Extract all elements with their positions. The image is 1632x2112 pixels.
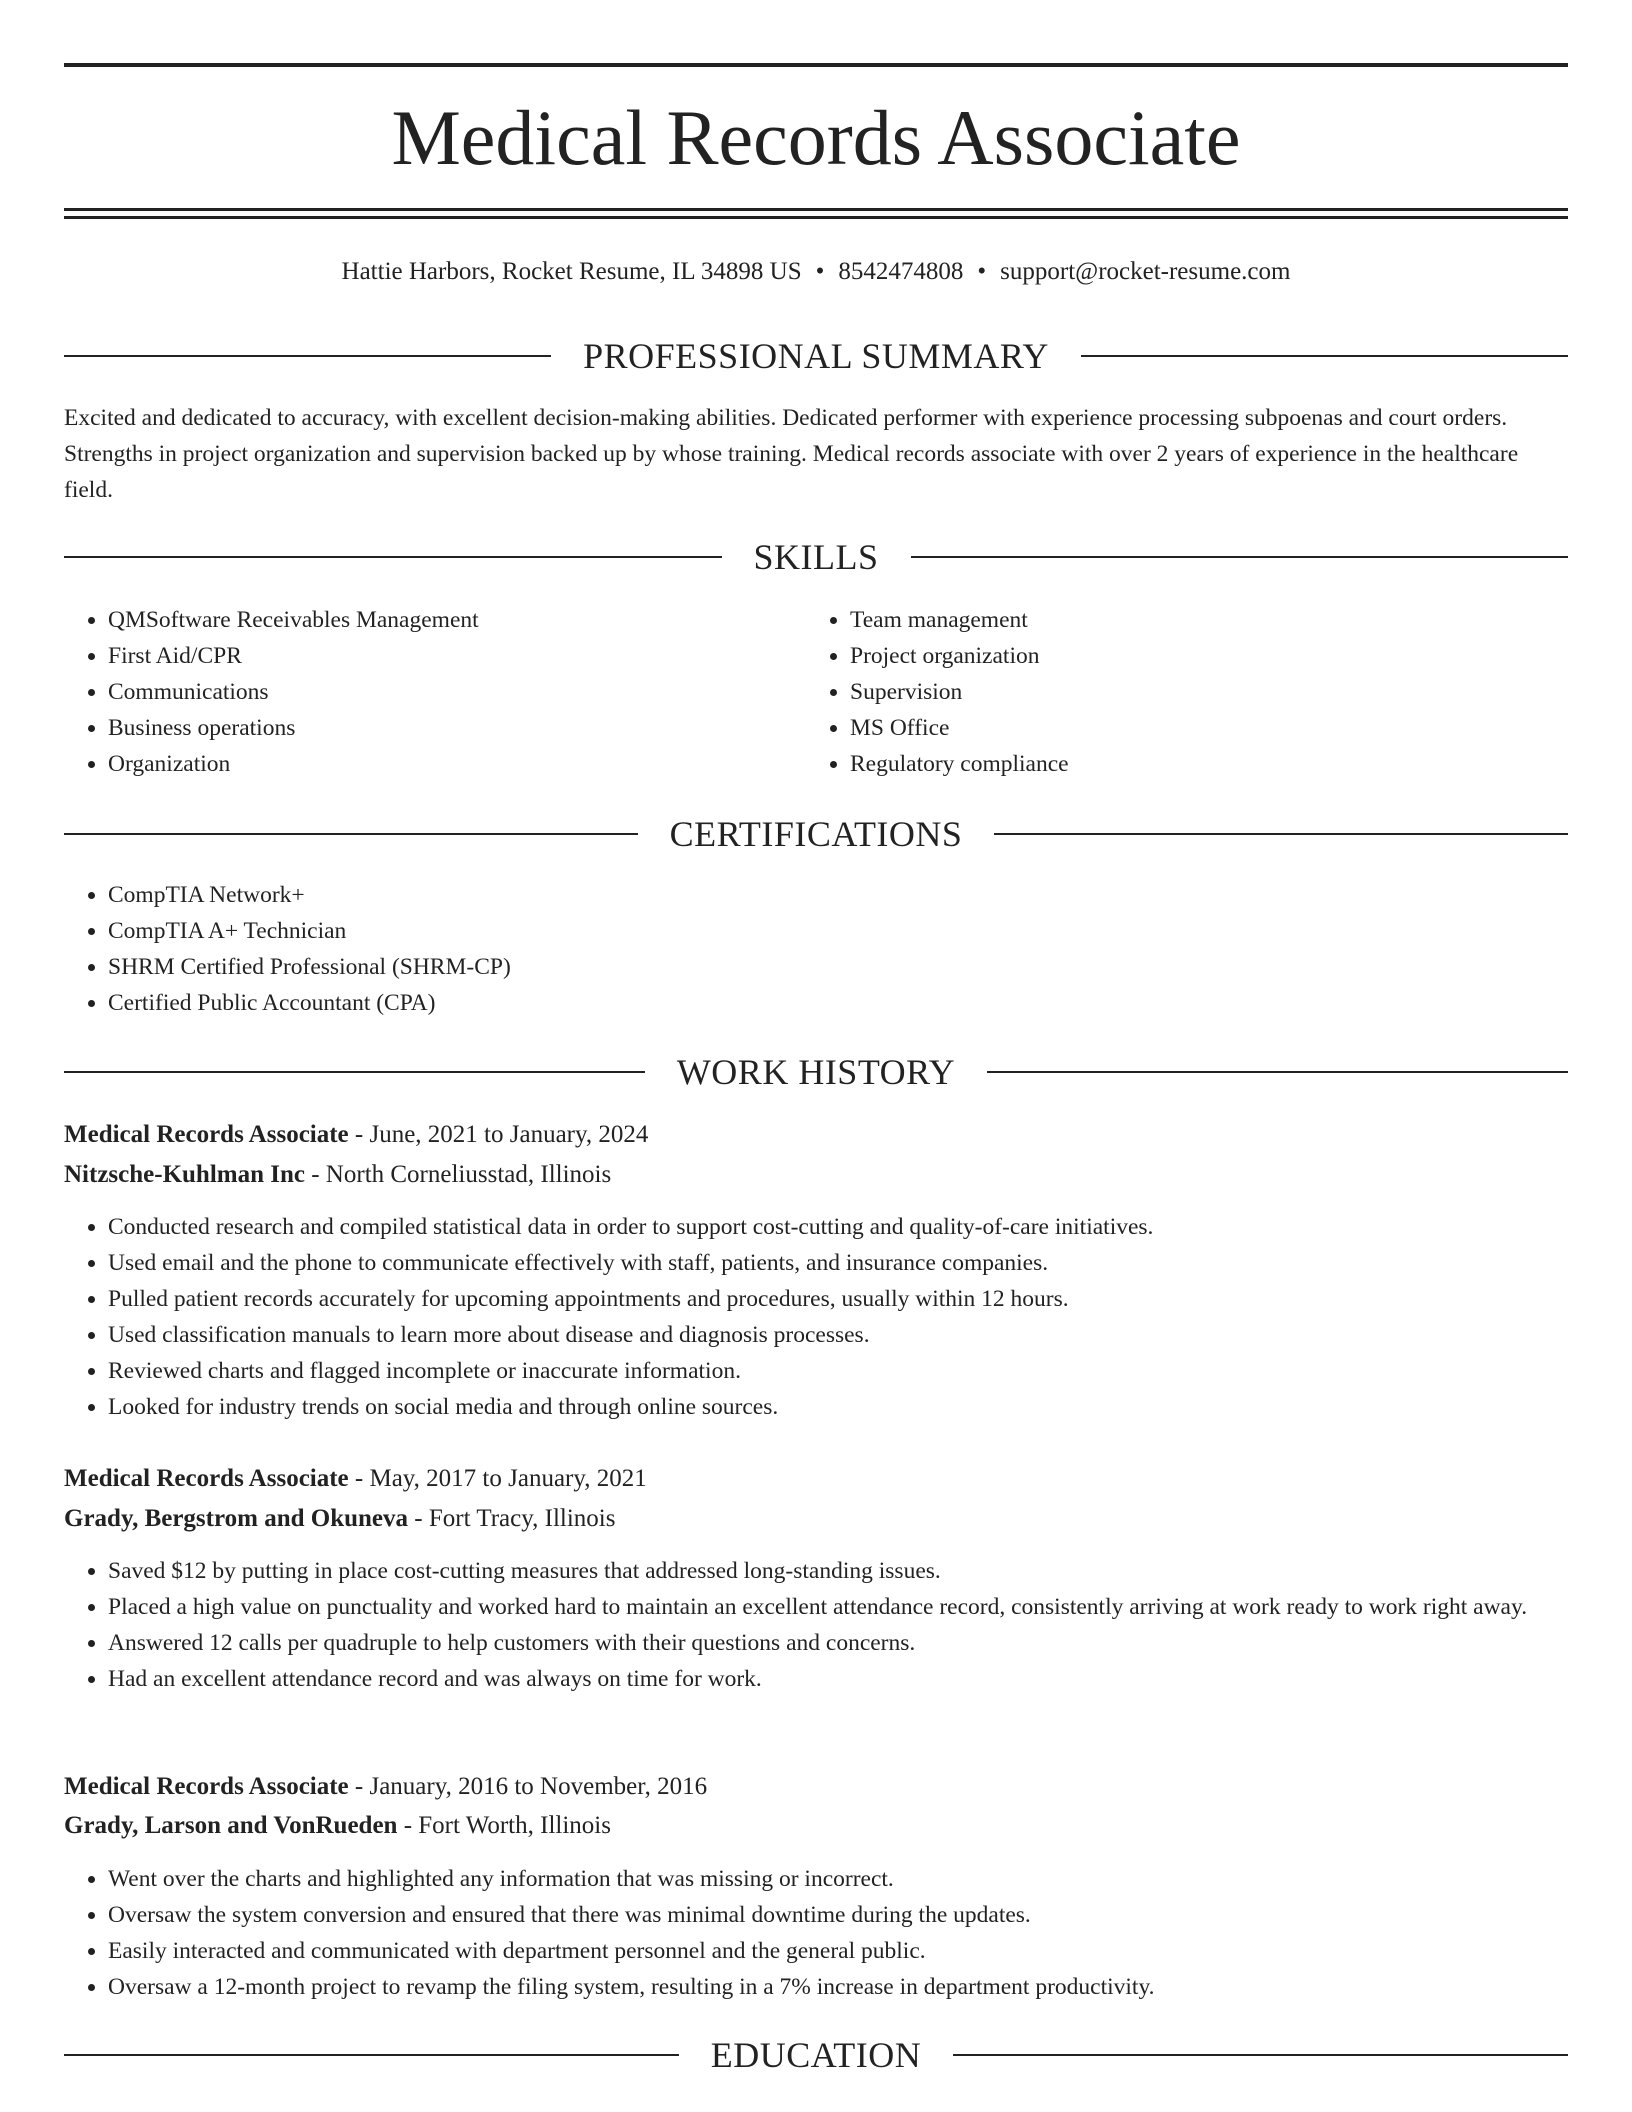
job-title-line: [64, 1461, 1568, 1497]
job-bullet: • Answered 12 calls per quadruple to help customers with their questions and concerns.: [108, 1625, 1568, 1661]
skill-item: • Project organization: [850, 638, 1550, 674]
job-company-line: [64, 1808, 1568, 1844]
job-title-line: [64, 1117, 1568, 1153]
contact-email[interactable]: support@rocket-resume.com: [1000, 258, 1291, 285]
summary-text: Excited and dedicated to accuracy, with excellent decision-making abilities. Dedicated performer with experience processing subpoenas and court orders. Strengths in project organization and supervision backed up by whose training. Medical records associate with over 2 years of experience in the healthcare field.: [64, 405, 1519, 503]
job-bullet: • Conducted research and compiled statistical data in order to support cost-cutting and quality-of-care initiatives.: [108, 1209, 1568, 1245]
page-title: Medical Records Associate: [391, 94, 1241, 181]
skill-item: • First Aid/CPR: [108, 638, 808, 674]
job-bullet: • Used classification manuals to learn more about disease and diagnosis processes.: [108, 1317, 1568, 1353]
job-bullet: • Used email and the phone to communicate effectively with staff, patients, and insurance companies.: [108, 1245, 1568, 1281]
job-company: Grady, Bergstrom and Okuneva: [64, 1505, 409, 1532]
skill-item: • MS Office: [850, 710, 1550, 746]
job-title: Medical Records Associate: [64, 1465, 349, 1492]
skill-item: • Regulatory compliance: [850, 746, 1550, 782]
work-history-heading-label: WORK HISTORY: [676, 1052, 956, 1092]
job-bullet: • Oversaw a 12-month project to revamp the filing system, resulting in a 7% increase in department productivity.: [108, 1969, 1568, 2005]
job-bullets: [64, 1861, 1568, 2005]
job-company: Grady, Larson and VonRueden: [64, 1812, 398, 1839]
job-dates: - June, 2021 to January, 2024: [348, 1121, 649, 1148]
job-title-line: [64, 1769, 1568, 1805]
education-heading-label: EDUCATION: [710, 2035, 922, 2075]
skill-item: • Business operations: [108, 710, 808, 746]
certifications-list: [64, 877, 1568, 1021]
job-bullet: • Saved $12 by putting in place cost-cutting measures that addressed long-standing issues.: [108, 1553, 1568, 1589]
job-title: Medical Records Associate: [64, 1121, 349, 1148]
certification-item: • CompTIA A+ Technician: [108, 913, 1568, 949]
job-location: - North Corneliusstad, Illinois: [304, 1161, 612, 1188]
job-bullets: [64, 1209, 1568, 1425]
heading-rule-left: [64, 355, 551, 357]
contact-line: [64, 256, 1568, 288]
job-location: - Fort Tracy, Illinois: [408, 1505, 616, 1532]
title-rule-upper: [64, 208, 1568, 211]
contact-address: Hattie Harbors, Rocket Resume, IL 34898 US: [341, 258, 802, 285]
job-bullet: • Had an excellent attendance record and was always on time for work.: [108, 1661, 1568, 1697]
certification-item: • CompTIA Network+: [108, 877, 1568, 913]
top-rule: [64, 63, 1568, 67]
heading-rule-left: [64, 833, 638, 835]
job-dates: - May, 2017 to January, 2021: [348, 1465, 647, 1492]
job-dates: - January, 2016 to November, 2016: [348, 1773, 708, 1800]
skill-item: • Supervision: [850, 674, 1550, 710]
job-company-line: [64, 1501, 1568, 1537]
heading-rule-left: [64, 1071, 645, 1073]
heading-rule-right: [953, 2054, 1568, 2056]
summary-heading-label: PROFESSIONAL SUMMARY: [583, 336, 1049, 376]
heading-rule-left: [64, 556, 722, 558]
certification-item: • SHRM Certified Professional (SHRM-CP): [108, 949, 1568, 985]
certification-item: • Certified Public Accountant (CPA): [108, 985, 1568, 1021]
job-bullet: • Easily interacted and communicated with department personnel and the general public.: [108, 1933, 1568, 1969]
title-rule-lower: [64, 216, 1568, 219]
contact-separator: •: [977, 258, 987, 285]
job-bullet: • Reviewed charts and flagged incomplete or inaccurate information.: [108, 1353, 1568, 1389]
job-location: - Fort Worth, Illinois: [397, 1812, 611, 1839]
skill-item: • Team management: [850, 602, 1550, 638]
certifications-heading-label: CERTIFICATIONS: [669, 814, 963, 854]
job-title: Medical Records Associate: [64, 1773, 349, 1800]
skill-item: • Organization: [108, 746, 808, 782]
education-heading: [64, 2033, 1568, 2077]
job-company: Nitzsche-Kuhlman Inc: [64, 1161, 305, 1188]
skills-heading-label: SKILLS: [753, 537, 879, 577]
contact-phone: 8542474808: [838, 258, 964, 285]
job-bullet: • Placed a high value on punctuality and worked hard to maintain an excellent attendance record, consistently arriving at work ready to work right away.: [108, 1589, 1568, 1625]
skills-list-right: [806, 602, 1550, 782]
job-bullets: [64, 1553, 1568, 1697]
job-bullet: • Went over the charts and highlighted any information that was missing or incorrect.: [108, 1861, 1568, 1897]
job-bullet: • Oversaw the system conversion and ensured that there was minimal downtime during the updates.: [108, 1897, 1568, 1933]
contact-separator: •: [815, 258, 825, 285]
skills-list-left: [64, 602, 808, 782]
job-company-line: [64, 1157, 1568, 1193]
work-history-heading: [64, 1050, 1568, 1094]
certifications-heading: [64, 812, 1568, 856]
heading-rule-right: [994, 833, 1568, 835]
job-bullet: • Pulled patient records accurately for upcoming appointments and procedures, usually within 12 hours.: [108, 1281, 1568, 1317]
heading-rule-left: [64, 2054, 679, 2056]
summary-heading: [64, 334, 1568, 378]
heading-rule-right: [911, 556, 1569, 558]
heading-rule-right: [1081, 355, 1568, 357]
skill-item: • Communications: [108, 674, 808, 710]
skill-item: • QMSoftware Receivables Management: [108, 602, 808, 638]
heading-rule-right: [987, 1071, 1568, 1073]
job-bullet: • Looked for industry trends on social media and through online sources.: [108, 1389, 1568, 1425]
skills-heading: [64, 535, 1568, 579]
